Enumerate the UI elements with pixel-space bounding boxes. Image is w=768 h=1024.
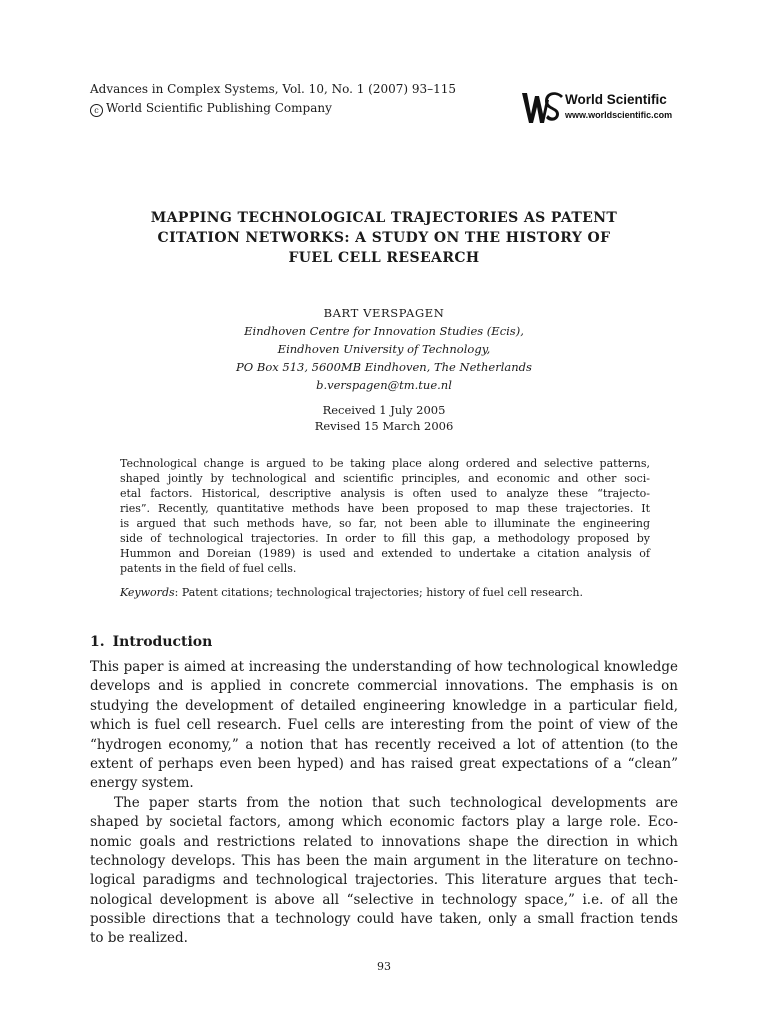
keywords (120, 585, 650, 600)
abstract-line: patents in the field of fuel cells. (120, 562, 297, 575)
revised-date: Revised 15 March 2006 (314, 419, 454, 433)
body-line: This paper is aimed at increasing the understanding of how technological knowledge (90, 659, 678, 675)
body-line: technology develops. This has been the main argument in the literature on techno- (90, 852, 678, 869)
abstract-line: shaped jointly by technological and scientific principles, and economic and other soci- (120, 472, 650, 485)
body-line: to be realized. (90, 930, 188, 947)
body-line: “hydrogen economy,” a notion that has recently received a lot of attention (to the (90, 736, 678, 753)
keywords-text: : Patent citations; technological trajectories; history of fuel cell research. (174, 586, 584, 599)
publisher-url: www.worldscientific.com (565, 110, 673, 120)
keywords-label: Keywords (120, 586, 175, 599)
body-line: possible directions that a technology could have taken, only a small fraction tends (90, 911, 678, 928)
world-scientific-logo (521, 90, 683, 126)
author-email: b.verspagen@tm.tue.nl (316, 378, 452, 392)
body-line: develops and is applied in concrete commercial innovations. The emphasis is on (90, 678, 678, 695)
abstract-line: side of technological trajectories. In order to fill this gap, a methodology proposed by (120, 532, 650, 545)
abstract-line: is argued that such methods have, so far, not been able to illuminate the engineering (120, 517, 650, 530)
copyright-icon: c (90, 104, 103, 117)
affiliation-line: Eindhoven University of Technology, (277, 342, 491, 356)
affiliation-line: PO Box 513, 5600MB Eindhoven, The Netherlands (236, 360, 532, 374)
journal-citation: Advances in Complex Systems, Vol. 10, No. 1 (2007) 93–115 (90, 82, 457, 96)
body-line: nomic goals and restrictions related to innovations shape the direction in which (90, 833, 678, 850)
title-line: MAPPING TECHNOLOGICAL TRAJECTORIES AS PATENT (150, 210, 618, 226)
abstract-line: Hummon and Doreian (1989) is used and extended to undertake a citation analysis of (120, 547, 650, 560)
copyright-line (90, 99, 456, 118)
title-line: FUEL CELL RESEARCH (288, 250, 480, 266)
body-line: extent of perhaps even been hyped) and has raised great expectations of a “clean” (90, 755, 678, 772)
journal-header (90, 80, 456, 118)
body-line: which is fuel cell research. Fuel cells are interesting from the point of view of the (90, 717, 678, 734)
author-block (90, 304, 678, 394)
section-heading (90, 633, 212, 651)
world-scientific-logo-mark-icon (521, 90, 563, 126)
abstract-line: Technological change is argued to be taking place along ordered and selective patterns, (120, 457, 650, 470)
body-line: studying the development of detailed engineering knowledge in a particular field, (90, 697, 678, 714)
copyright-holder: World Scientific Publishing Company (106, 101, 332, 115)
body-line: shaped by societal factors, among which economic factors play a large role. Eco- (90, 814, 678, 831)
body-line: The paper starts from the notion that such technological developments are (114, 794, 678, 811)
section-number: 1. (90, 634, 105, 650)
paper-title (90, 208, 678, 268)
section-title: Introduction (112, 634, 213, 650)
received-date: Received 1 July 2005 (322, 403, 446, 417)
page-number: 93 (377, 960, 391, 973)
body-text (90, 658, 678, 949)
abstract-line: ries”. Recently, quantitative methods have been proposed to map these trajectories. It (120, 502, 650, 515)
body-line: logical paradigms and technological trajectories. This literature argues that tech- (90, 872, 678, 889)
abstract-line: etal factors. Historical, descriptive analysis is often used to analyze these “trajecto- (120, 487, 650, 500)
body-line: nological development is above all “selective in technology space,” i.e. of all the (90, 891, 678, 908)
affiliation-line: Eindhoven Centre for Innovation Studies (Ecis), (244, 324, 524, 338)
submission-dates (90, 402, 678, 434)
publisher-name: World Scientific (565, 92, 667, 107)
author-name: BART VERSPAGEN (323, 306, 445, 320)
abstract (120, 456, 650, 576)
body-line: energy system. (90, 775, 194, 792)
title-line: CITATION NETWORKS: A STUDY ON THE HISTORY OF (157, 230, 611, 246)
